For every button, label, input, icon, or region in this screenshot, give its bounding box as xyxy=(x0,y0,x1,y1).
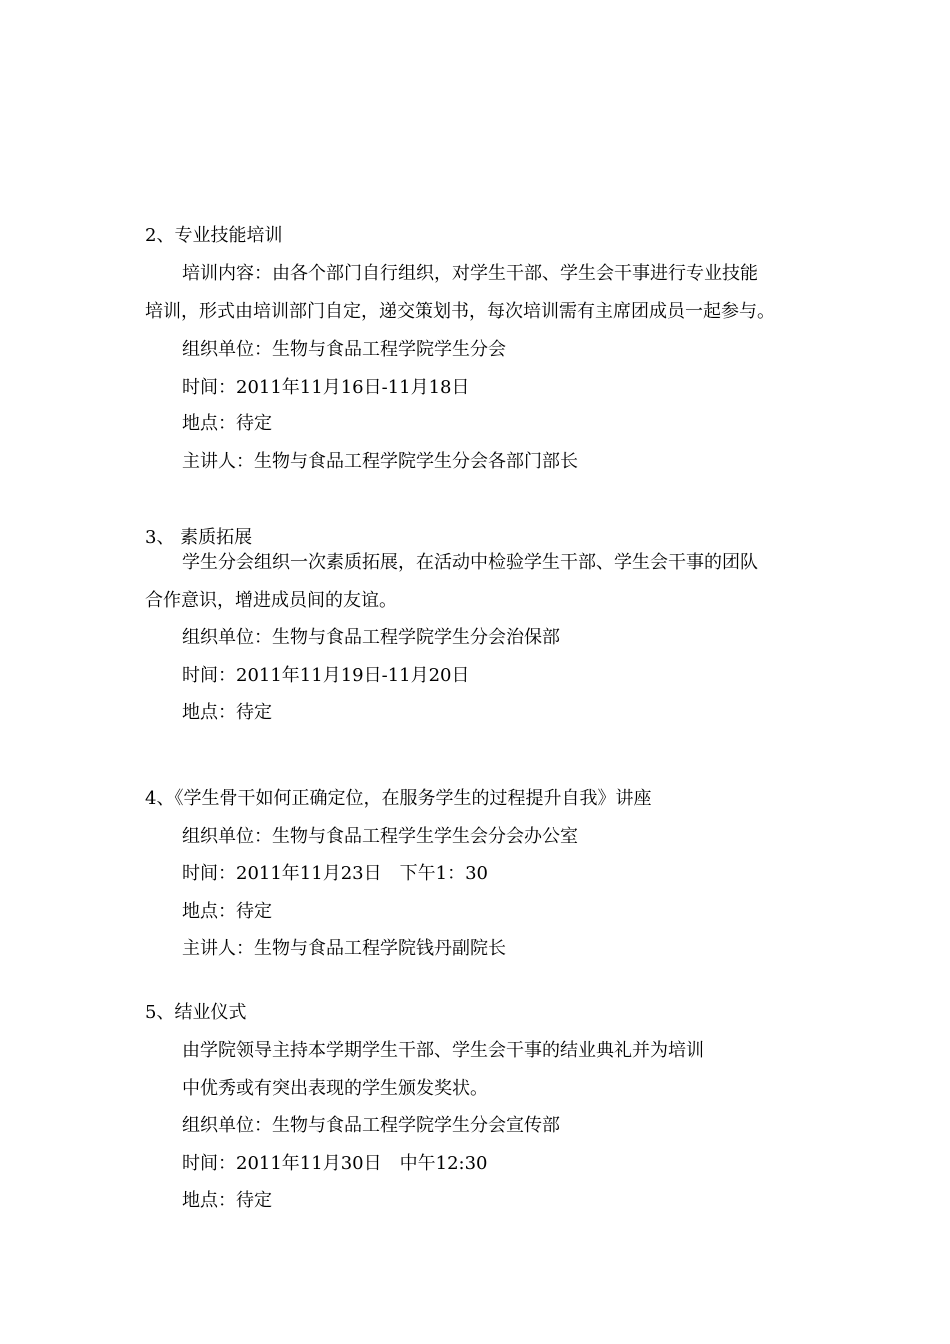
section-2-paragraph-line-1: 培训内容：由各个部门自行组织，对学生干部、学生会干事进行专业技能 xyxy=(182,263,758,284)
section-2-organizer: 组织单位：生物与食品工程学院学生分会 xyxy=(182,339,506,360)
section-4-time: 时间：2011年11月23日 下午1：30 xyxy=(182,863,488,884)
section-4-organizer: 组织单位：生物与食品工程学生学生会分会办公室 xyxy=(182,826,578,847)
section-4-place: 地点：待定 xyxy=(182,901,272,922)
section-2-speaker: 主讲人：生物与食品工程学院学生分会各部门部长 xyxy=(182,451,578,472)
section-2-heading: 2、专业技能培训 xyxy=(145,225,283,246)
section-5-organizer: 组织单位：生物与食品工程学院学生分会宣传部 xyxy=(182,1115,560,1136)
section-3-place: 地点：待定 xyxy=(182,702,272,723)
section-5-heading: 5、结业仪式 xyxy=(145,1002,247,1023)
section-4-heading: 4、《学生骨干如何正确定位，在服务学生的过程提升自我》讲座 xyxy=(145,788,652,809)
section-3-paragraph-line-2: 合作意识，增进成员间的友谊。 xyxy=(145,590,397,611)
section-5-paragraph-line-2: 中优秀或有突出表现的学生颁发奖状。 xyxy=(182,1078,488,1099)
section-5-paragraph-line-1: 由学院领导主持本学期学生干部、学生会干事的结业典礼并为培训 xyxy=(182,1040,704,1061)
section-2-paragraph-line-2: 培训，形式由培训部门自定，递交策划书，每次培训需有主席团成员一起参与。 xyxy=(145,301,775,322)
section-2-place: 地点：待定 xyxy=(182,413,272,434)
section-2-time: 时间：2011年11月16日-11月18日 xyxy=(182,377,470,398)
section-3-organizer: 组织单位：生物与食品工程学院学生分会治保部 xyxy=(182,627,560,648)
section-3-paragraph-line-1: 学生分会组织一次素质拓展，在活动中检验学生干部、学生会干事的团队 xyxy=(182,552,758,573)
section-3-time: 时间：2011年11月19日-11月20日 xyxy=(182,665,470,686)
section-5-place: 地点：待定 xyxy=(182,1190,272,1211)
section-4-speaker: 主讲人：生物与食品工程学院钱丹副院长 xyxy=(182,938,506,959)
section-5-time: 时间：2011年11月30日 中午12:30 xyxy=(182,1153,488,1174)
section-3-heading: 3、 素质拓展 xyxy=(145,527,253,548)
